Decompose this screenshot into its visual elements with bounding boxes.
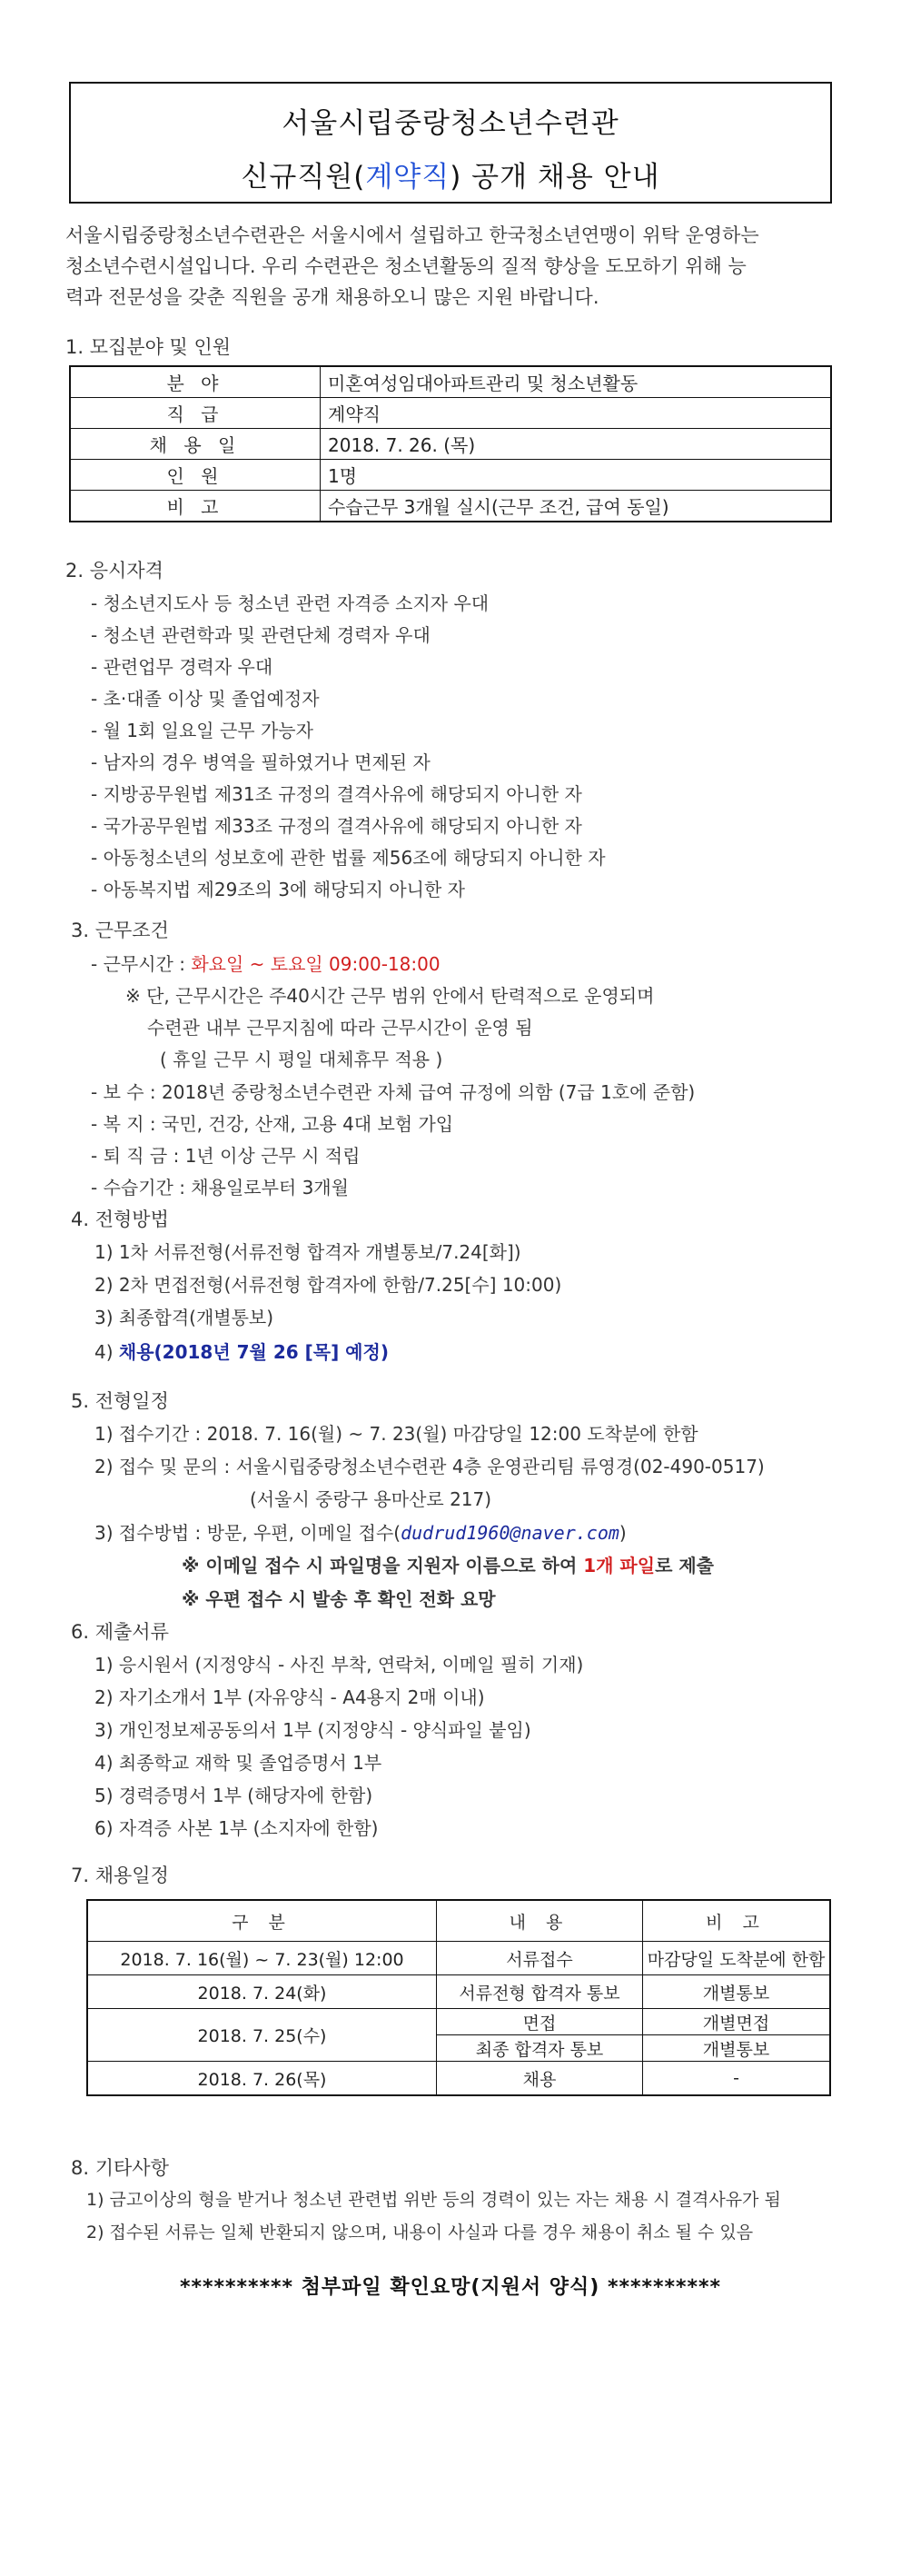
- table-row: [70, 398, 831, 429]
- table-row: [87, 2062, 830, 2096]
- selection-step: 3) 최종합격(개별통보): [94, 1307, 274, 1328]
- schedule-table: [86, 1899, 831, 2096]
- row-value: 2018. 7. 26. (목): [321, 429, 832, 460]
- work-hours-value: 화요일 ~ 토요일 09:00-18:00: [191, 953, 441, 975]
- qualification-item: - 관련업무 경력자 우대: [91, 656, 273, 678]
- row-label: 채 용 일: [70, 429, 321, 460]
- row-value: 수습근무 3개월 실시(근무 조건, 급여 동일): [321, 491, 832, 522]
- schedule-content: 서류접수: [437, 1942, 643, 1975]
- probation-info: - 수습기간 : 채용일로부터 3개월: [91, 1177, 349, 1198]
- notice-text: ※ 이메일 접수 시 파일명을 지원자 이름으로 하여: [182, 1555, 584, 1576]
- schedule-date: 2018. 7. 16(월) ~ 7. 23(월) 12:00: [87, 1942, 437, 1975]
- document-item: 2) 자기소개서 1부 (자유양식 - A4용지 2매 이내): [94, 1686, 485, 1708]
- qualification-item: - 청소년지도사 등 청소년 관련 자격증 소지자 우대: [91, 592, 490, 614]
- mail-notice: ※ 우편 접수 시 발송 후 확인 전화 요망: [182, 1588, 496, 1610]
- schedule-content: 최종 합격자 통보: [437, 2035, 643, 2062]
- table-row: [70, 460, 831, 491]
- table-row: [70, 429, 831, 460]
- qualification-item: - 월 1회 일요일 근무 가능자: [91, 720, 313, 741]
- row-label: 직 급: [70, 398, 321, 429]
- qualification-item: - 청소년 관련학과 및 관련단체 경력자 우대: [91, 624, 431, 646]
- qualification-item: - 남자의 경우 병역을 필하였거나 면제된 자: [91, 751, 431, 773]
- attachment-notice: ********** 첨부파일 확인요망(지원서 양식) **********: [179, 2276, 722, 2299]
- contact-info: 2) 접수 및 문의 : 서울시립중랑청소년수련관 4층 운영관리팀 류영경(02-490-0517): [94, 1456, 765, 1477]
- qualification-item: - 아동복지법 제29조의 3에 해당되지 아니한 자: [91, 879, 465, 900]
- section7-heading: 7. 채용일정: [71, 1865, 169, 1886]
- document-item: 6) 자격증 사본 1부 (소지자에 한함): [94, 1817, 379, 1839]
- step-number: 4): [94, 1341, 119, 1363]
- schedule-note: 개별면접: [643, 2009, 831, 2035]
- work-hours-note: ( 휴일 근무 시 평일 대체휴무 적용 ): [160, 1049, 443, 1070]
- column-header: 비 고: [643, 1900, 831, 1942]
- qualification-item: - 국가공무원법 제33조 규정의 결격사유에 해당되지 아니한 자: [91, 815, 582, 837]
- misc-item: 1) 금고이상의 형을 받거나 청소년 관련법 위반 등의 경력이 있는 자는 채용 시 결격사유가 됨: [86, 2190, 781, 2210]
- title-box: [69, 82, 832, 204]
- method-suffix: ): [619, 1522, 627, 1544]
- document-item: 3) 개인정보제공동의서 1부 (지정양식 - 양식파일 붙임): [94, 1719, 531, 1741]
- section2-heading: 2. 응시자격: [65, 560, 163, 582]
- work-hours-note: ※ 단, 근무시간은 주40시간 근무 범위 안에서 탄력적으로 운영되며: [125, 985, 655, 1007]
- address: (서울시 중랑구 용마산로 217): [250, 1488, 492, 1510]
- recruitment-table: [69, 365, 832, 522]
- table-row: [70, 491, 831, 522]
- subtitle-prefix: 신규직원(: [241, 161, 366, 194]
- application-period: 1) 접수기간 : 2018. 7. 16(월) ~ 7. 23(월) 마감당일 12:00 도착분에 한함: [94, 1423, 698, 1445]
- table-row: [87, 1975, 830, 2009]
- schedule-date: 2018. 7. 24(화): [87, 1975, 437, 2009]
- work-hours-label: - 근무시간 :: [91, 953, 192, 975]
- welfare-info: - 복 지 : 국민, 건강, 산재, 고용 4대 보험 가입: [91, 1113, 454, 1135]
- schedule-date: 2018. 7. 25(수): [87, 2009, 437, 2062]
- section8-heading: 8. 기타사항: [71, 2157, 169, 2179]
- table-header-row: [87, 1900, 830, 1942]
- selection-step: [94, 1338, 389, 1364]
- pay-info: - 보 수 : 2018년 중랑청소년수련관 자체 급여 규정에 의함 (7급 1호에 준함): [91, 1081, 696, 1103]
- page-title: 서울시립중랑청소년수련관: [282, 107, 619, 140]
- column-header: 구 분: [87, 1900, 437, 1942]
- column-header: 내 용: [437, 1900, 643, 1942]
- row-value: 계약직: [321, 398, 832, 429]
- page-subtitle: [71, 154, 830, 194]
- document-item: 1) 응시원서 (지정양식 - 사진 부착, 연락처, 이메일 필히 기재): [94, 1654, 584, 1676]
- notice-text: 로 제출: [655, 1555, 715, 1576]
- work-hours: [91, 950, 441, 976]
- method-label: 3) 접수방법 : 방문, 우편, 이메일 접수(: [94, 1522, 401, 1544]
- section5-heading: 5. 전형일정: [71, 1390, 169, 1412]
- schedule-note: 개별통보: [643, 2035, 831, 2062]
- notice-highlight: 1개 파일: [583, 1555, 656, 1576]
- table-row: [70, 366, 831, 398]
- intro-paragraph: [65, 220, 847, 313]
- row-label: 분 야: [70, 366, 321, 398]
- severance-info: - 퇴 직 금 : 1년 이상 근무 시 적립: [91, 1145, 361, 1167]
- table-row: [87, 1942, 830, 1975]
- subtitle-suffix: ) 공개 채용 안내: [450, 161, 660, 194]
- row-label: 비 고: [70, 491, 321, 522]
- selection-step: 2) 2차 면접전형(서류전형 합격자에 한함/7.25[수] 10:00): [94, 1274, 562, 1296]
- section3-heading: 3. 근무조건: [71, 920, 169, 941]
- email-link[interactable]: dudrud1960@naver.com: [401, 1522, 619, 1544]
- email-notice: [182, 1551, 714, 1577]
- document-item: 5) 경력증명서 1부 (해당자에 한함): [94, 1785, 373, 1806]
- intro-line: 서울시립중랑청소년수련관은 서울시에서 설립하고 한국청소년연맹이 위탁 운영하는: [65, 224, 759, 246]
- misc-item: 2) 접수된 서류는 일체 반환되지 않으며, 내용이 사실과 다를 경우 채용이 취소 될 수 있음: [86, 2223, 754, 2243]
- qualification-item: - 초·대졸 이상 및 졸업예정자: [91, 688, 320, 710]
- application-method: [94, 1518, 627, 1545]
- schedule-date: 2018. 7. 26(목): [87, 2062, 437, 2096]
- schedule-note: 개별통보: [643, 1975, 831, 2009]
- subtitle-highlight: 계약직: [365, 161, 450, 194]
- selection-step: 1) 1차 서류전형(서류전형 합격자 개별통보/7.24[화]): [94, 1241, 521, 1263]
- schedule-note: 마감당일 도착분에 한함: [643, 1942, 831, 1975]
- row-value: 1명: [321, 460, 832, 491]
- qualification-item: - 아동청소년의 성보호에 관한 법률 제56조에 해당되지 아니한 자: [91, 847, 606, 869]
- hire-date-highlight: 채용(2018년 7월 26 [목] 예정): [118, 1341, 389, 1363]
- intro-line: 력과 전문성을 갖춘 직원을 공개 채용하오니 많은 지원 바랍니다.: [65, 286, 599, 308]
- schedule-content: 서류전형 합격자 통보: [437, 1975, 643, 2009]
- document-item: 4) 최종학교 재학 및 졸업증명서 1부: [94, 1752, 382, 1774]
- intro-line: 청소년수련시설입니다. 우리 수련관은 청소년활동의 질적 향상을 도모하기 위해 능: [65, 255, 747, 277]
- schedule-content: 면접: [437, 2009, 643, 2035]
- schedule-content: 채용: [437, 2062, 643, 2096]
- qualification-item: - 지방공무원법 제31조 규정의 결격사유에 해당되지 아니한 자: [91, 783, 582, 805]
- row-value: 미혼여성임대아파트관리 및 청소년활동: [321, 366, 832, 398]
- section1-heading: 1. 모집분야 및 인원: [65, 336, 232, 358]
- section6-heading: 6. 제출서류: [71, 1621, 169, 1643]
- section4-heading: 4. 전형방법: [71, 1208, 169, 1230]
- schedule-note: -: [643, 2062, 831, 2096]
- work-hours-note: 수련관 내부 근무지침에 따라 근무시간이 운영 됨: [147, 1017, 533, 1039]
- table-row: [87, 2009, 830, 2035]
- row-label: 인 원: [70, 460, 321, 491]
